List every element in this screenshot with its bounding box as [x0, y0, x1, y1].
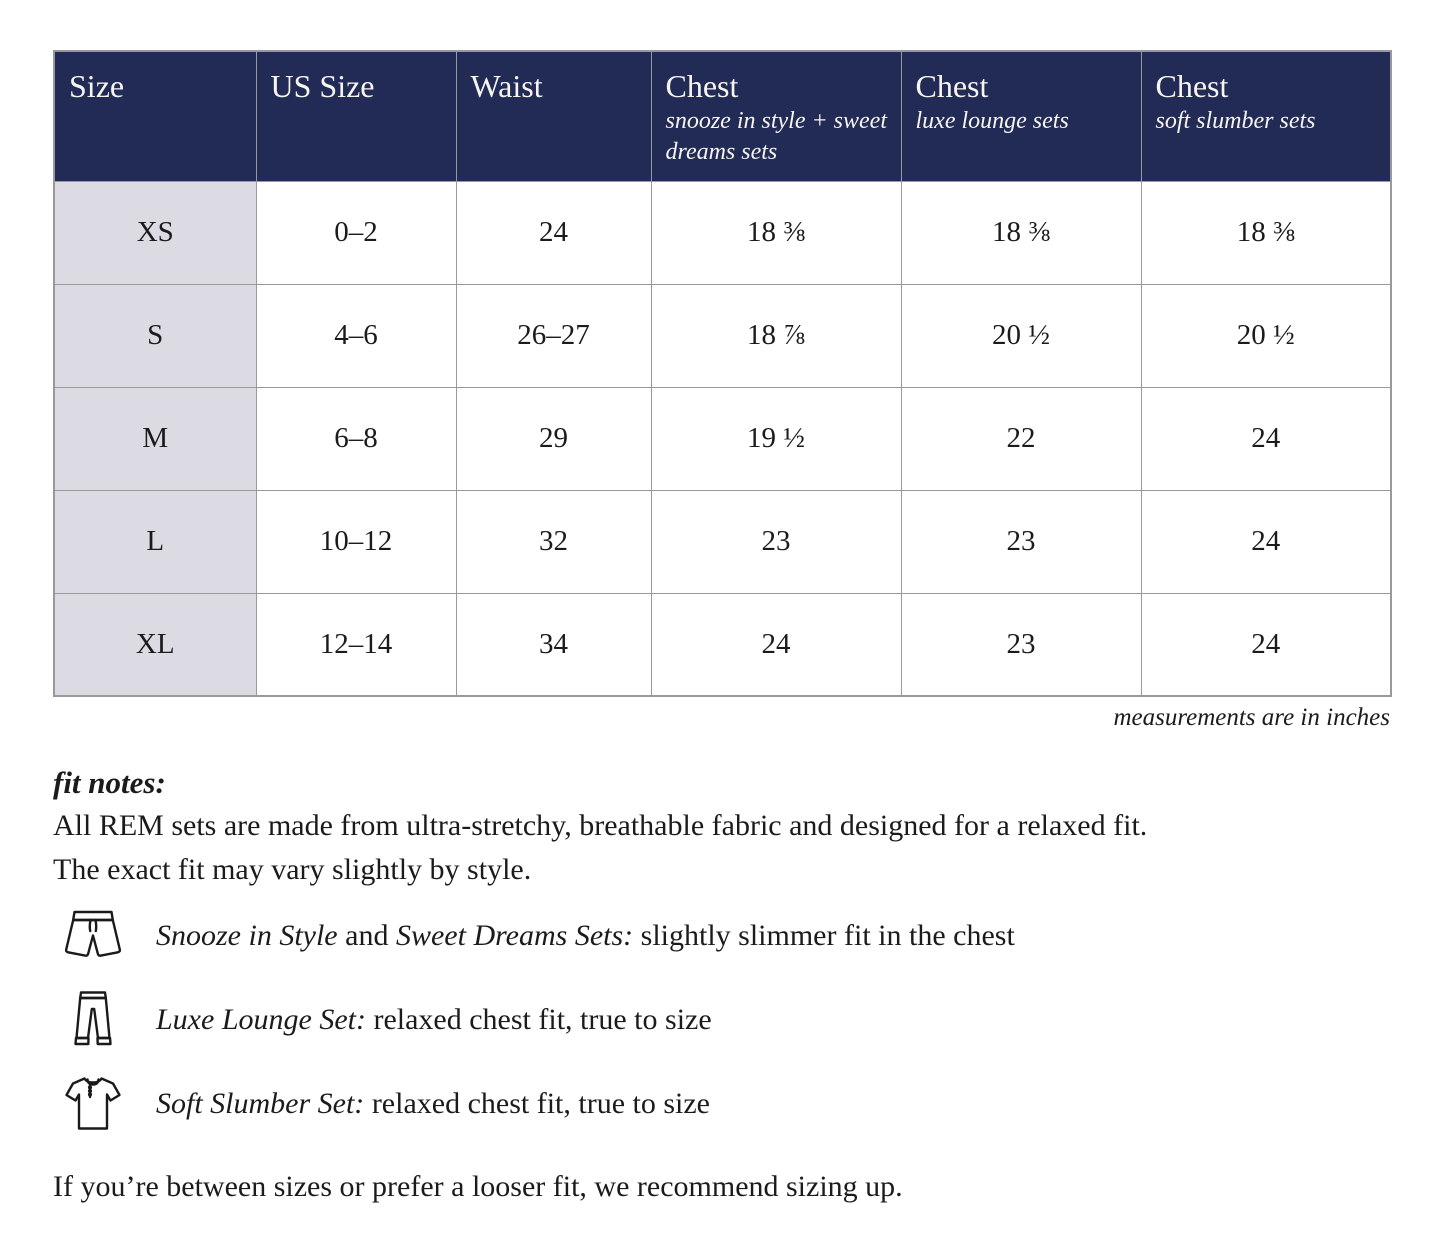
note-style-name: Luxe Lounge Set:: [156, 1003, 366, 1036]
cell-size: XS: [54, 181, 256, 284]
cell-size: M: [54, 387, 256, 490]
note-soft-slumber: [53, 1064, 1390, 1144]
note-luxe-lounge: [53, 980, 1390, 1060]
cell-chest-slumber: 24: [1141, 490, 1391, 593]
cell-size: XL: [54, 593, 256, 696]
cell-waist: 29: [456, 387, 651, 490]
header-size: [54, 51, 256, 181]
sizing-advice-text: If you’re between sizes or prefer a looser fit, we recommend sizing up.: [53, 1170, 903, 1203]
cell-size: S: [54, 284, 256, 387]
cell-chest-snooze: 24: [651, 593, 901, 696]
header-chest-snooze: [651, 51, 901, 181]
cell-chest-luxe: 22: [901, 387, 1141, 490]
header-title: Size: [69, 68, 125, 104]
cell-chest-luxe: 18 ⅜: [901, 181, 1141, 284]
measurements-footnote: measurements are in inches: [1113, 704, 1390, 731]
cell-waist: 34: [456, 593, 651, 696]
cell-size: L: [54, 490, 256, 593]
header-row: [54, 51, 1391, 181]
cell-us-size: 4–6: [256, 284, 456, 387]
note-connector: and: [337, 919, 396, 952]
table-row: [54, 593, 1391, 696]
note-style-name: Snooze in Style: [156, 919, 338, 952]
fit-notes-intro-line-1: All REM sets are made from ultra-stretchy, breathable fabric and designed for a relaxed fit.: [53, 809, 1148, 842]
cell-us-size: 0–2: [256, 181, 456, 284]
size-chart-table: [53, 50, 1392, 697]
header-subtitle: luxe lounge sets: [915, 107, 1069, 134]
note-style-name: Soft Slumber Set:: [156, 1087, 365, 1120]
tshirt-icon: [58, 1069, 128, 1139]
header-title: Chest: [665, 68, 739, 104]
cell-us-size: 6–8: [256, 387, 456, 490]
shorts-icon: [58, 901, 128, 971]
cell-us-size: 10–12: [256, 490, 456, 593]
note-text: [156, 919, 1015, 953]
table-row: [54, 284, 1391, 387]
pants-icon: [58, 985, 128, 1055]
cell-chest-snooze: 19 ½: [651, 387, 901, 490]
note-text: [156, 1003, 712, 1037]
fit-notes-intro: [53, 804, 1390, 892]
cell-chest-slumber: 24: [1141, 387, 1391, 490]
cell-chest-snooze: 18 ⅞: [651, 284, 901, 387]
header-title: Chest: [1155, 68, 1229, 104]
cell-chest-luxe: 23: [901, 490, 1141, 593]
table-body: [54, 181, 1391, 696]
header-chest-slumber: [1141, 51, 1391, 181]
cell-us-size: 12–14: [256, 593, 456, 696]
cell-waist: 24: [456, 181, 651, 284]
note-style-name: Sweet Dreams Sets:: [395, 919, 634, 952]
header-title: US Size: [270, 68, 375, 104]
cell-chest-slumber: 24: [1141, 593, 1391, 696]
note-snooze-sweet-dreams: [53, 896, 1390, 976]
fit-notes-intro-line-2: The exact fit may vary slightly by style.: [53, 853, 532, 886]
cell-chest-slumber: 18 ⅜: [1141, 181, 1391, 284]
note-description: relaxed chest fit, true to size: [364, 1087, 711, 1120]
note-text: [156, 1087, 710, 1121]
header-us-size: [256, 51, 456, 181]
note-description: slightly slimmer fit in the chest: [633, 919, 1015, 952]
table-row: [54, 490, 1391, 593]
header-title: Waist: [470, 68, 543, 104]
table-row: [54, 387, 1391, 490]
header-subtitle: snooze in style + sweet dreams sets: [665, 107, 887, 165]
cell-chest-snooze: 23: [651, 490, 901, 593]
header-waist: [456, 51, 651, 181]
fit-notes-heading: fit notes:: [53, 765, 166, 800]
cell-waist: 32: [456, 490, 651, 593]
header-subtitle: soft slumber sets: [1155, 107, 1316, 134]
cell-waist: 26–27: [456, 284, 651, 387]
header-chest-luxe: [901, 51, 1141, 181]
cell-chest-luxe: 20 ½: [901, 284, 1141, 387]
cell-chest-slumber: 20 ½: [1141, 284, 1391, 387]
note-description: relaxed chest fit, true to size: [365, 1003, 712, 1036]
cell-chest-luxe: 23: [901, 593, 1141, 696]
table-header: [54, 51, 1391, 181]
table-row: [54, 181, 1391, 284]
header-title: Chest: [915, 68, 989, 104]
cell-chest-snooze: 18 ⅜: [651, 181, 901, 284]
